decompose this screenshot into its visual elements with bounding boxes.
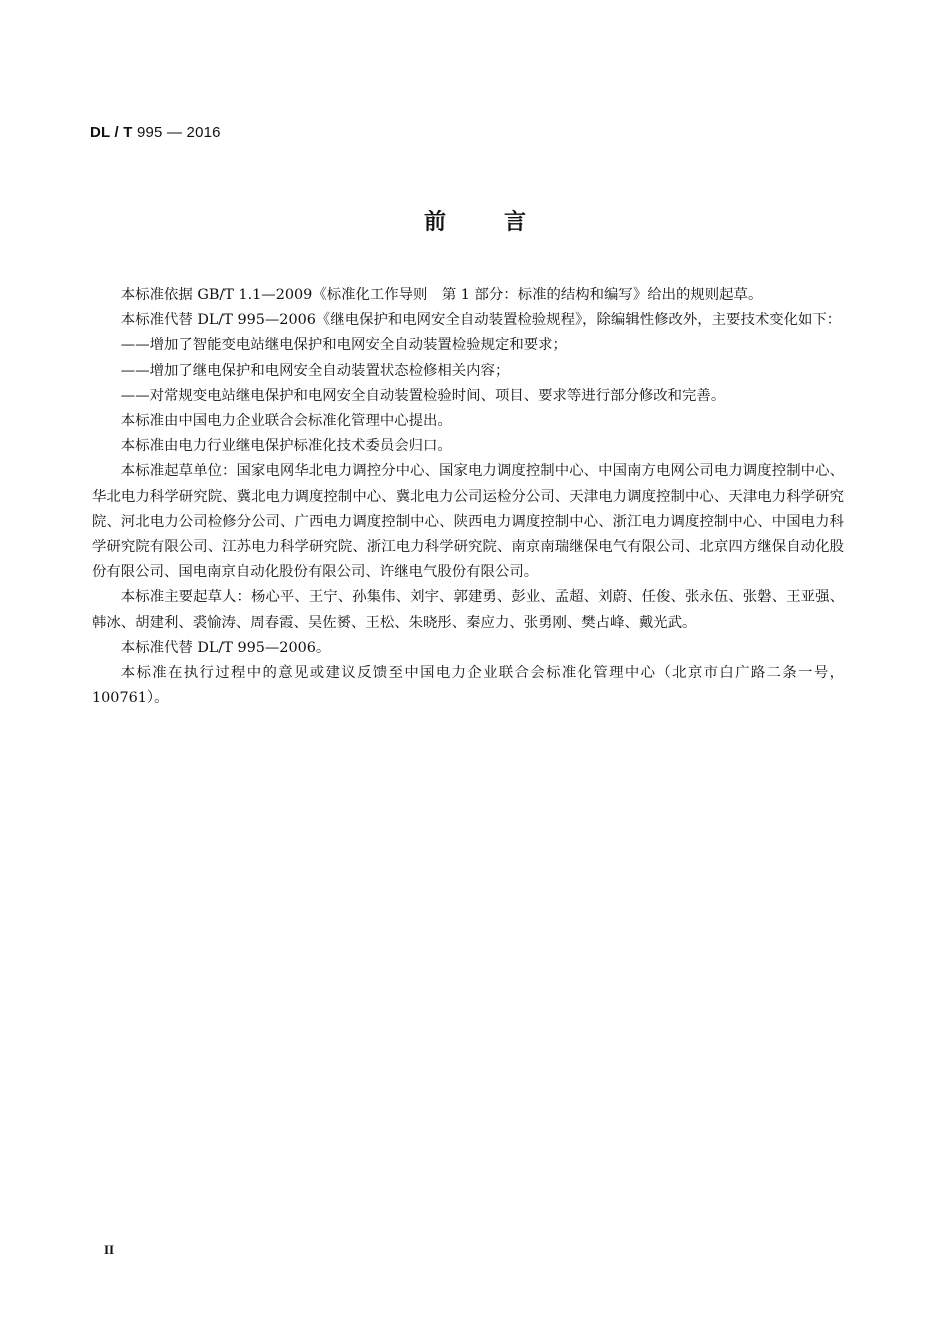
standard-code-prefix: DL / T bbox=[90, 124, 133, 141]
paragraph-basis: 本标准依据 GB/T 1.1—2009《标准化工作导则 第 1 部分：标准的结构和编写》给出的规则起草。 bbox=[120, 287, 763, 303]
standard-code-number: 995 — 2016 bbox=[132, 124, 221, 141]
paragraph-drafting-units: 本标准起草单位：国家电网华北电力调控分中心、国家电力调度控制中心、中国南方电网公司电力调度控制中心、华北电力科学研究院、冀北电力调度控制中心、冀北电力公司运检分公司、天津电力调度控制中心、天津电力科学研究院、河北电力公司检修分公司、广西电力调度控制中心、陕西电力调度控制中心、浙江电力调度控制中心、中国电力科学研究院有限公司、江苏电力科学研究院、浙江电力科学研究院、南京南瑞继保电气有限公司、北京四方继保自动化股份有限公司、国电南京自动化股份有限公司、许继电气股份有限公司。 bbox=[92, 463, 844, 581]
page-title: 前言 bbox=[423, 210, 584, 235]
page-number: II bbox=[104, 1242, 115, 1257]
paragraph-supersedes: 本标准代替 DL/T 995—2006。 bbox=[120, 639, 331, 656]
paragraph-managed-by: 本标准由电力行业继电保护标准化技术委员会归口。 bbox=[120, 438, 452, 455]
paragraph-feedback: 本标准在执行过程中的意见或建议反馈至中国电力企业联合会标准化管理中心（北京市白广路二条一号，100761）。 bbox=[92, 665, 844, 707]
paragraph-drafters: 本标准主要起草人：杨心平、王宁、孙集伟、刘宇、郭建勇、彭业、孟超、刘蔚、任俊、张永伍、张磐、王亚强、韩冰、胡建利、裘愉涛、周春霞、吴佐赟、王松、朱晓彤、秦应力、张勇刚、樊占峰、戴光武。 bbox=[92, 589, 844, 631]
paragraph-replaces: 本标准代替 DL/T 995—2006《继电保护和电网安全自动装置检验规程》，除编辑性修改外，主要技术变化如下： bbox=[120, 312, 842, 329]
paragraph-proposed-by: 本标准由中国电力企业联合会标准化管理中心提出。 bbox=[120, 413, 452, 430]
change-item: ——增加了继电保护和电网安全自动装置状态检修相关内容； bbox=[120, 362, 510, 379]
change-item: ——增加了智能变电站继电保护和电网安全自动装置检验规定和要求； bbox=[120, 337, 567, 354]
foreword-body bbox=[92, 283, 844, 711]
change-item: ——对常规变电站继电保护和电网安全自动装置检验时间、项目、要求等进行部分修改和完善。 bbox=[120, 387, 726, 404]
standard-code bbox=[90, 124, 221, 141]
